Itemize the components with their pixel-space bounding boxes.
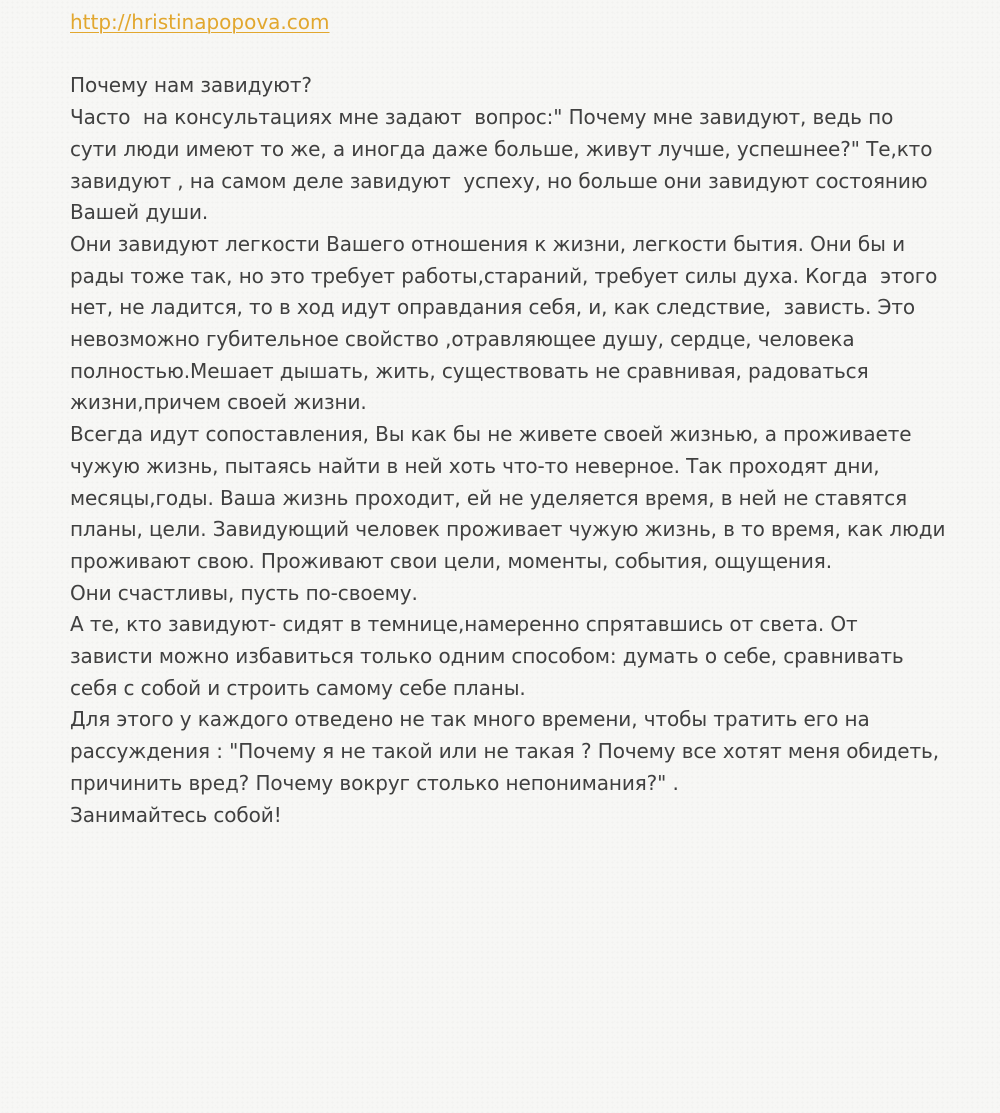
text-line: чужую жизнь, пытаясь найти в ней хоть что-то неверное. Так проходят дни,: [70, 453, 880, 478]
note-title: Почему нам завидуют?: [70, 73, 312, 98]
text-line: себя с собой и строить самому себе планы.: [70, 675, 526, 700]
text-line: зависти можно избавиться только одним способом: думать о себе, сравнивать: [70, 644, 904, 669]
text-line: Они счастливы, пусть по-своему.: [70, 580, 418, 605]
text-line: рассуждения : "Почему я не такой или не такая ? Почему все хотят меня обидеть,: [70, 739, 939, 764]
text-line: А те, кто завидуют- сидят в темнице,намеренно спрятавшись от света. От: [70, 612, 858, 637]
text-line: месяцы,годы. Ваша жизнь проходит, ей не уделяется время, в ней не ставятся: [70, 485, 908, 510]
text-line: Вашей души.: [70, 200, 209, 225]
text-line: Часто на консультациях мне задают вопрос:" Почему мне завидуют, ведь по: [70, 105, 894, 130]
empty-line: [70, 39, 950, 71]
text-line: сути люди имеют то же, а иногда даже больше, живут лучше, успешнее?" Те,кто: [70, 136, 933, 161]
text-line: Всегда идут сопоставления, Вы как бы не живете своей жизнью, а проживаете: [70, 422, 912, 447]
text-line: Они завидуют легкости Вашего отношения к жизни, легкости бытия. Они бы и: [70, 231, 905, 256]
note-body: [70, 7, 950, 831]
text-line: планы, цели. Завидующий человек проживает чужую жизнь, в то время, как люди: [70, 517, 946, 542]
text-line: причинить вред? Почему вокруг столько непонимания?" .: [70, 770, 679, 795]
text-line: Для этого у каждого отведено не так много времени, чтобы тратить его на: [70, 707, 870, 732]
website-link[interactable]: http://hristinapopova.com: [70, 10, 330, 34]
text-line: невозможно губительное свойство ,отравляющее душу, сердце, человека: [70, 327, 855, 352]
text-line: нет, не ладится, то в ход идут оправдания себя, и, как следствие, зависть. Это: [70, 295, 916, 320]
text-line: рады тоже так, но это требует работы,стараний, требует силы духа. Когда этого: [70, 263, 938, 288]
text-line: полностью.Мешает дышать, жить, существовать не сравнивая, радоваться: [70, 358, 869, 383]
text-line: завидуют , на самом деле завидуют успеху, но больше они завидуют состоянию: [70, 168, 928, 193]
text-line: жизни,причем своей жизни.: [70, 390, 367, 415]
closing-line: Занимайтесь собой!: [70, 802, 282, 827]
text-line: проживают свою. Проживают свои цели, моменты, события, ощущения.: [70, 548, 832, 573]
